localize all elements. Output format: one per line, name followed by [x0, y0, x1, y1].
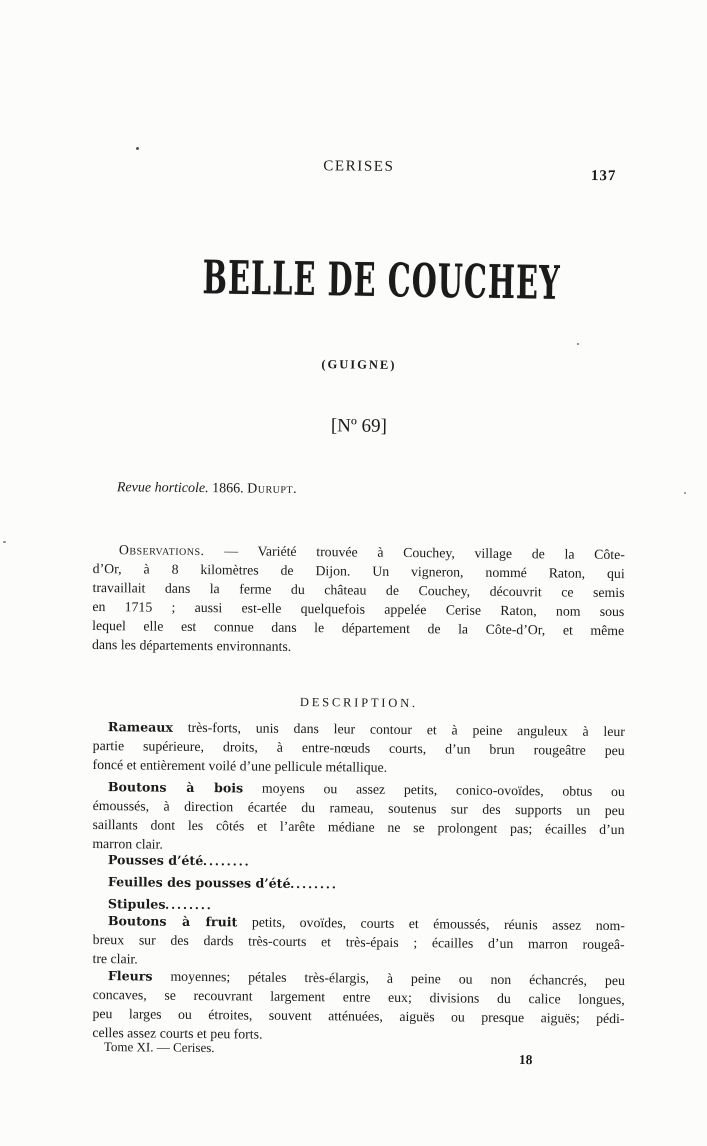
text-run: très-forts, unis dans leur contour et à peine anguleux à leur [172, 719, 625, 740]
text-run: partie supérieure, droits, à entre-nœuds courts, d’un brun rougeâtre peu [92, 737, 625, 759]
text-run: saillants dont les côtés et l’arête médiane ne se prolongent pas; écailles d’un [92, 816, 625, 838]
ink-speck [577, 343, 579, 345]
reference-journal: Revue horticole. [116, 480, 209, 497]
text-run: émoussés, à direction écartée du rameau, soutenus sur des supports un peu [92, 797, 625, 819]
text-run: lequel elle est connue dans le département de la Côte-d’Or, et même [92, 617, 625, 639]
text-run: d’Or, à 8 kilomètres de Dijon. Un vigneron, nommé Raton, qui [92, 560, 625, 582]
boutons-a-fruit-paragraph [92, 911, 625, 973]
text-run: Observations. [118, 542, 205, 559]
text-line [93, 850, 625, 874]
running-title: CERISES [323, 158, 395, 175]
page-number: 137 [590, 168, 617, 185]
text-column [93, 0, 625, 1146]
variety-title-text: BELLE DE COUCHEY [202, 250, 562, 310]
text-run: moyennes; pétales très-élargis, à peine ou non échancrés, peu [152, 968, 625, 989]
lead-term: Feuilles des pousses d’été [107, 874, 291, 891]
text-run: petits, ovoïdes, courts et émoussés, réunis assez nom- [237, 914, 625, 934]
lead-term: Rameaux [107, 719, 174, 735]
lead-term: Boutons à fruit [107, 913, 238, 930]
boutons-a-bois-paragraph [92, 777, 625, 858]
catalog-number: [Nº 69] [330, 415, 388, 437]
fleurs-paragraph [92, 966, 625, 1047]
reference-year: 1866. [208, 481, 248, 497]
lead-term: Stipules [107, 896, 166, 912]
text-run: breux sur des dards très-courts et très-épais ; écailles d’un marron rougeâ- [92, 931, 625, 953]
text-run: ........ [203, 853, 251, 869]
description-heading: DESCRIPTION. [299, 694, 418, 711]
feuilles-des-pousses-entry [93, 872, 625, 896]
text-run: — Variété trouvée à Couchey, village de la Côte- [204, 543, 625, 563]
text-run: moyens ou assez petits, conico-ovoïdes, obtus ou [243, 780, 625, 800]
text-run: tre clair. [92, 950, 138, 967]
footer-volume-label: Tome XI. — Cerises. [103, 1039, 215, 1056]
fruit-type-subtitle: (GUIGNE) [321, 357, 397, 372]
text-run: marron clair. [92, 835, 163, 852]
ink-speck [684, 492, 686, 494]
reference-author: Durupt. [247, 481, 298, 497]
footer-signature-number: 18 [518, 1052, 533, 1068]
text-run: foncé et entièrement voilé d’une pellicule métallique. [92, 756, 388, 775]
text-run: travaillait dans la ferme du château de Couchey, découvrit ce semis [92, 579, 625, 601]
reference-line [93, 478, 625, 502]
text-run: celles assez courts et peu forts. [92, 1024, 263, 1042]
text-run: dans les départements environnants. [91, 636, 292, 654]
lead-term: Fleurs [107, 968, 153, 984]
ink-speck [136, 147, 139, 150]
text-run: ........ [290, 875, 339, 892]
text-run: peu larges ou étroites, souvent atténuées, aiguës ou presque aiguës; pédi- [92, 1005, 625, 1027]
observations-paragraph [92, 540, 625, 659]
text-run: en 1715 ; aussi est-elle quelquefois appelée Cerise Raton, nom sous [92, 598, 625, 620]
text-line [93, 872, 625, 896]
text-run: concaves, se recouvrant largement entre eux; divisions du calice longues, [92, 986, 625, 1008]
rameaux-paragraph [92, 717, 625, 779]
pousses-dete-entry [93, 850, 625, 874]
lead-term: Boutons à bois [107, 779, 244, 796]
ink-speck [3, 541, 6, 543]
text-run: ........ [165, 896, 214, 913]
lead-term: Pousses d’été [107, 852, 204, 869]
